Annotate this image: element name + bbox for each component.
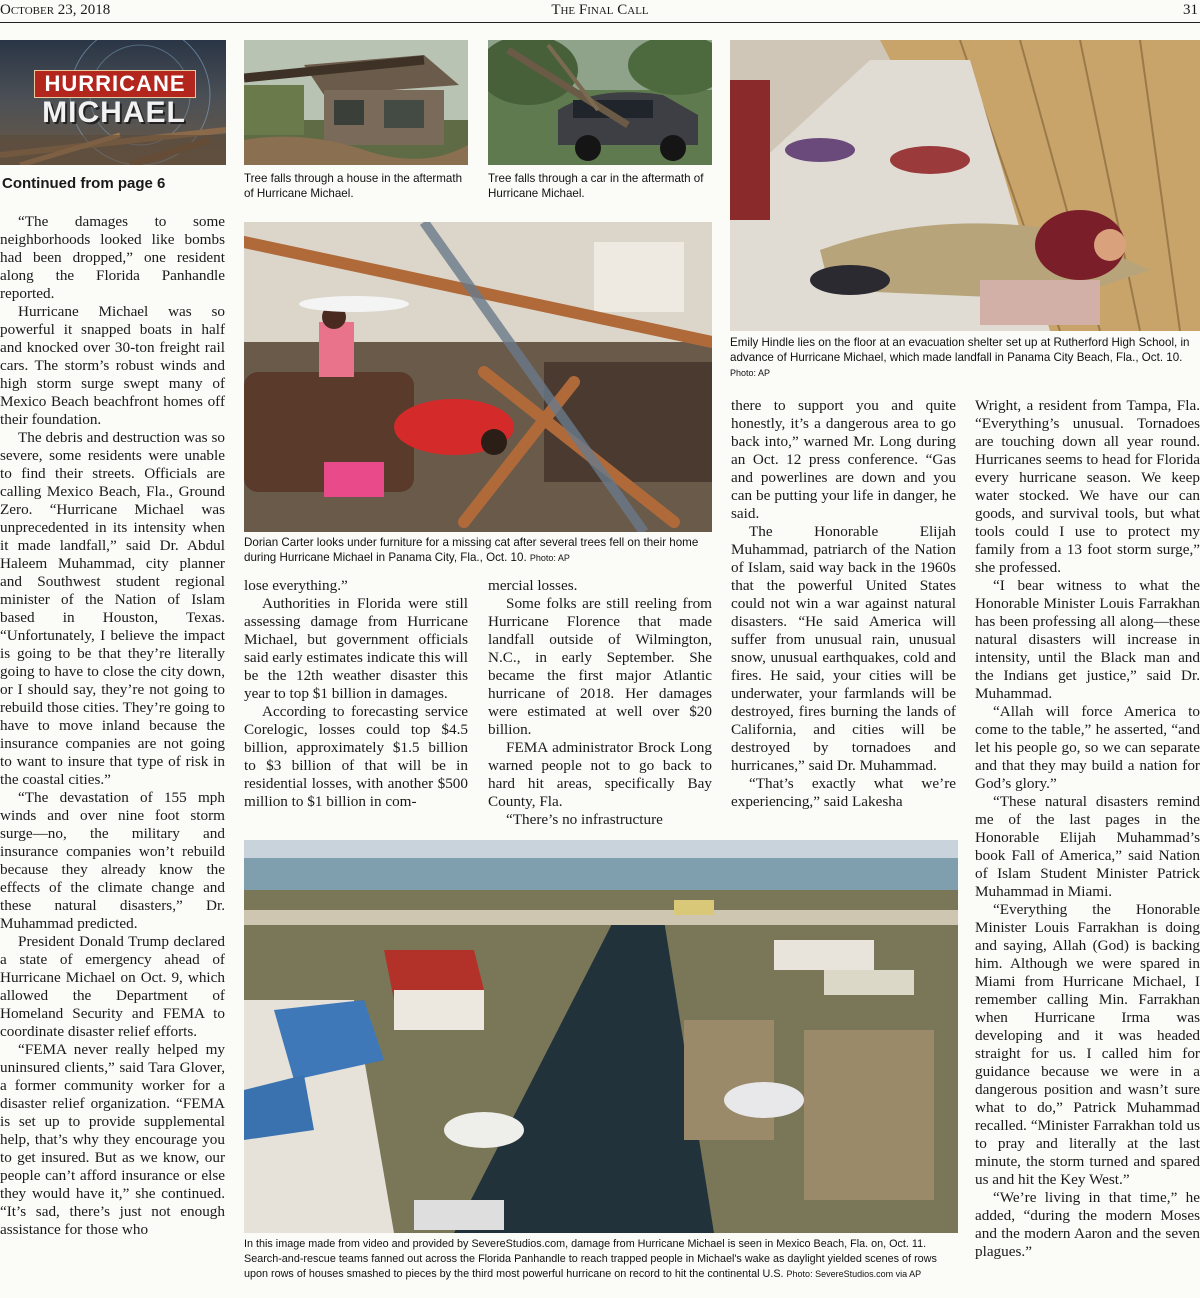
page-header	[0, 0, 1200, 23]
dorian-caption-text: Dorian Carter looks under furniture for a missing cat after several trees fell on their home during Hurricane Michael in Panama City, Fla., Oct. 10.	[244, 536, 699, 564]
hurricane-michael-logo	[0, 40, 226, 165]
house-photo-caption: Tree falls through a house in the aftermath of Hurricane Michael.	[244, 172, 463, 200]
dorian-photo	[244, 222, 712, 532]
paragraph: lose everything.”	[244, 577, 348, 594]
paragraph: Wright, a resident from Tampa, Fla. “Everything’s unusual. Tornadoes are touching down all year round. Hurricanes seems to head for Florida every hurricane season. We keep water stocked. We have our can goods, and survival tools, but what tools could I use to protect my family from a 13 foot storm surge,” she professed.	[975, 397, 1200, 576]
paragraph: mercial losses.	[488, 577, 578, 594]
article-column-3	[488, 577, 712, 829]
paragraph: According to forecasting service Corelogic, losses could top $4.5 billion, approximately $1.5 billion to $3 billion of that will be in residential losses, with another $500 million to $1 billion in com-	[244, 703, 468, 810]
paragraph: “I bear witness to what the Honorable Minister Louis Farrakhan has been professing all along—these natural disasters will increase in intensity, until the Black man and the Indians get justice,” said Dr. Muhammad.	[975, 577, 1200, 702]
article-column-2	[244, 577, 468, 811]
article-column-4	[731, 397, 956, 811]
publication-name: The Final Call	[551, 2, 649, 18]
dorian-photo-credit: Photo: AP	[529, 553, 570, 563]
aerial-photo-caption	[244, 1237, 960, 1282]
aerial-photo	[244, 840, 958, 1233]
article-column-5	[975, 397, 1200, 1261]
paragraph: The Honorable Elijah Muhammad, patriarch of the Nation of Islam, said way back in the 1960s that the powerful United States could not win a war against natural disasters. “He said America will suffer from unusual rain, unusual snow, unusual earthquakes, cold and fires. He said, your cities will be underwater, your farmlands will be destroyed, fires burning the lands of California, and cities will be destroyed by tornadoes and hurricanes,” said Dr. Muhammad.	[731, 523, 956, 774]
car-photo	[488, 40, 712, 165]
car-photo-caption: Tree falls through a car in the aftermath of Hurricane Michael.	[488, 172, 704, 200]
shelter-photo	[730, 40, 1200, 331]
shelter-caption-text: Emily Hindle lies on the floor at an evacuation shelter set up at Rutherford High School, in advance of Hurricane Michael, which made landfall in Panama City Beach, Fla., Oct. 10.	[730, 336, 1190, 364]
article-column-1	[0, 213, 225, 1239]
aerial-caption-text: In this image made from video and provided by SevereStudios.com, damage from Hurricane Michael is seen in Mexico Beach, Fla. on, Oct. 11. Search-and-rescue teams fanned out across the Florida Panhandle to reach trapped people in Michael's wake as daylight yielded scenes of rows upon rows of houses smashed to pieces by the third most powerful hurricane on record to hit the continental U.S.	[244, 1238, 937, 1280]
paragraph: “Everything the Honorable Minister Louis Farrakhan is doing and saying, Allah (God) is backing him. Although we were spared in Miami from Hurricane Michael, I remember calling Min. Farrakhan when Hurricane Irma was developing and it was headed straight for us. I called him for guidance because we were in a dangerous position and wasn’t sure what to do,” Patrick Muhammad recalled. “Minister Farrakhan told us to pray and literally at the last minute, the storm turned and spared us and hit the Key West.”	[975, 901, 1200, 1188]
dorian-photo-caption	[244, 535, 714, 566]
paragraph: Authorities in Florida were still assessing damage from Hurricane Michael, but government officials said early estimates indicate this will be the 12th weather disaster this year to top $1 billion in damages.	[244, 595, 468, 702]
shelter-photo-caption	[730, 335, 1200, 381]
paragraph: President Donald Trump declared a state of emergency ahead of Hurricane Michael on Oct. 9, which allowed the Department of Homeland Security and FEMA to coordinate disaster relief efforts.	[0, 933, 225, 1040]
paragraph: Hurricane Michael was so powerful it snapped boats in half and knocked over 30-ton freight rail cars. The storm’s robust winds and high storm surge swept many of Mexico Beach beachfront homes off their foundation.	[0, 303, 225, 428]
continued-from-label: Continued from page 6	[2, 175, 166, 192]
paragraph: “These natural disasters remind me of the last pages in the Honorable Elijah Muhammad’s book Fall of America,” said Nation of Islam Student Minister Patrick Muhammad in Miami.	[975, 793, 1200, 900]
shelter-photo-credit: Photo: AP	[730, 368, 771, 378]
paragraph: Some folks are still reeling from Hurricane Florence that made landfall outside of Wilmington, N.C., in early September. She became the first major Atlantic hurricane of 2018. Her damages were estimated at well over $20 billion.	[488, 595, 712, 738]
page-number: 31	[1183, 2, 1198, 18]
paragraph: “Allah will force America to come to the table,” he asserted, “and let his people go, so we can separate and that they may build a nation for God’s glory.”	[975, 703, 1200, 792]
paragraph: The debris and destruction was so severe, some residents were unable to find their streets. Officials are calling Mexico Beach, Fla., Ground Zero. “Hurricane Michael was unprecedented in its intensity when it made landfall,” said Dr. Abdul Haleem Muhammad, city planner and Southwest student regional minister of the Nation of Islam based in Houston, Texas. “Unfortunately, I believe the impact is going to be that they’re literally going to have to close the city down, or I should say, they’re not going to rebuild those cities. They’re going to have to move inland because the insurance companies are not going to want to insure that type of risk in the coastal cities.”	[0, 429, 225, 788]
aerial-photo-credit: Photo: SevereStudios.com via AP	[786, 1269, 922, 1279]
paragraph: “The damages to some neighborhoods looked like bombs had been dropped,” one resident along the Florida Panhandle reported.	[0, 213, 225, 302]
paragraph: there to support you and quite honestly, it’s a dangerous area to go back into,” warned Mr. Long during an Oct. 12 press conference. “Gas and powerlines are down and you can be putting your life in danger, he said.	[731, 397, 956, 522]
paragraph: “There’s no infrastructure	[506, 811, 663, 828]
logo-michael-word: MICHAEL	[42, 96, 186, 129]
paragraph: “FEMA never really helped my uninsured clients,” said Tara Glover, a former community worker for a disaster relief organization. “FEMA is set up to provide supplemental help, that’s why they encourage you to get insured. But as we know, our people can’t afford insurance or else they would have it,” she continued. “It’s sad, there’s just not enough assistance for those who	[0, 1041, 225, 1238]
logo-hurricane-word: HURRICANE	[34, 70, 196, 98]
issue-date: October 23, 2018	[0, 2, 111, 18]
paragraph: “The devastation of 155 mph winds and over nine foot storm surge—no, the military and insurance companies won’t rebuild because they already know the effects of the climate change and these natural disasters,” Dr. Muhammad predicted.	[0, 789, 225, 932]
paragraph: “That’s exactly what we’re experiencing,” said Lakesha	[731, 775, 956, 810]
house-photo	[244, 40, 468, 165]
paragraph: FEMA administrator Brock Long warned people not to go back to hard hit areas, specifically Bay County, Fla.	[488, 739, 712, 810]
paragraph: “We’re living in that time,” he added, “during the modern Moses and the modern Aaron and the seven plagues.”	[975, 1189, 1200, 1260]
